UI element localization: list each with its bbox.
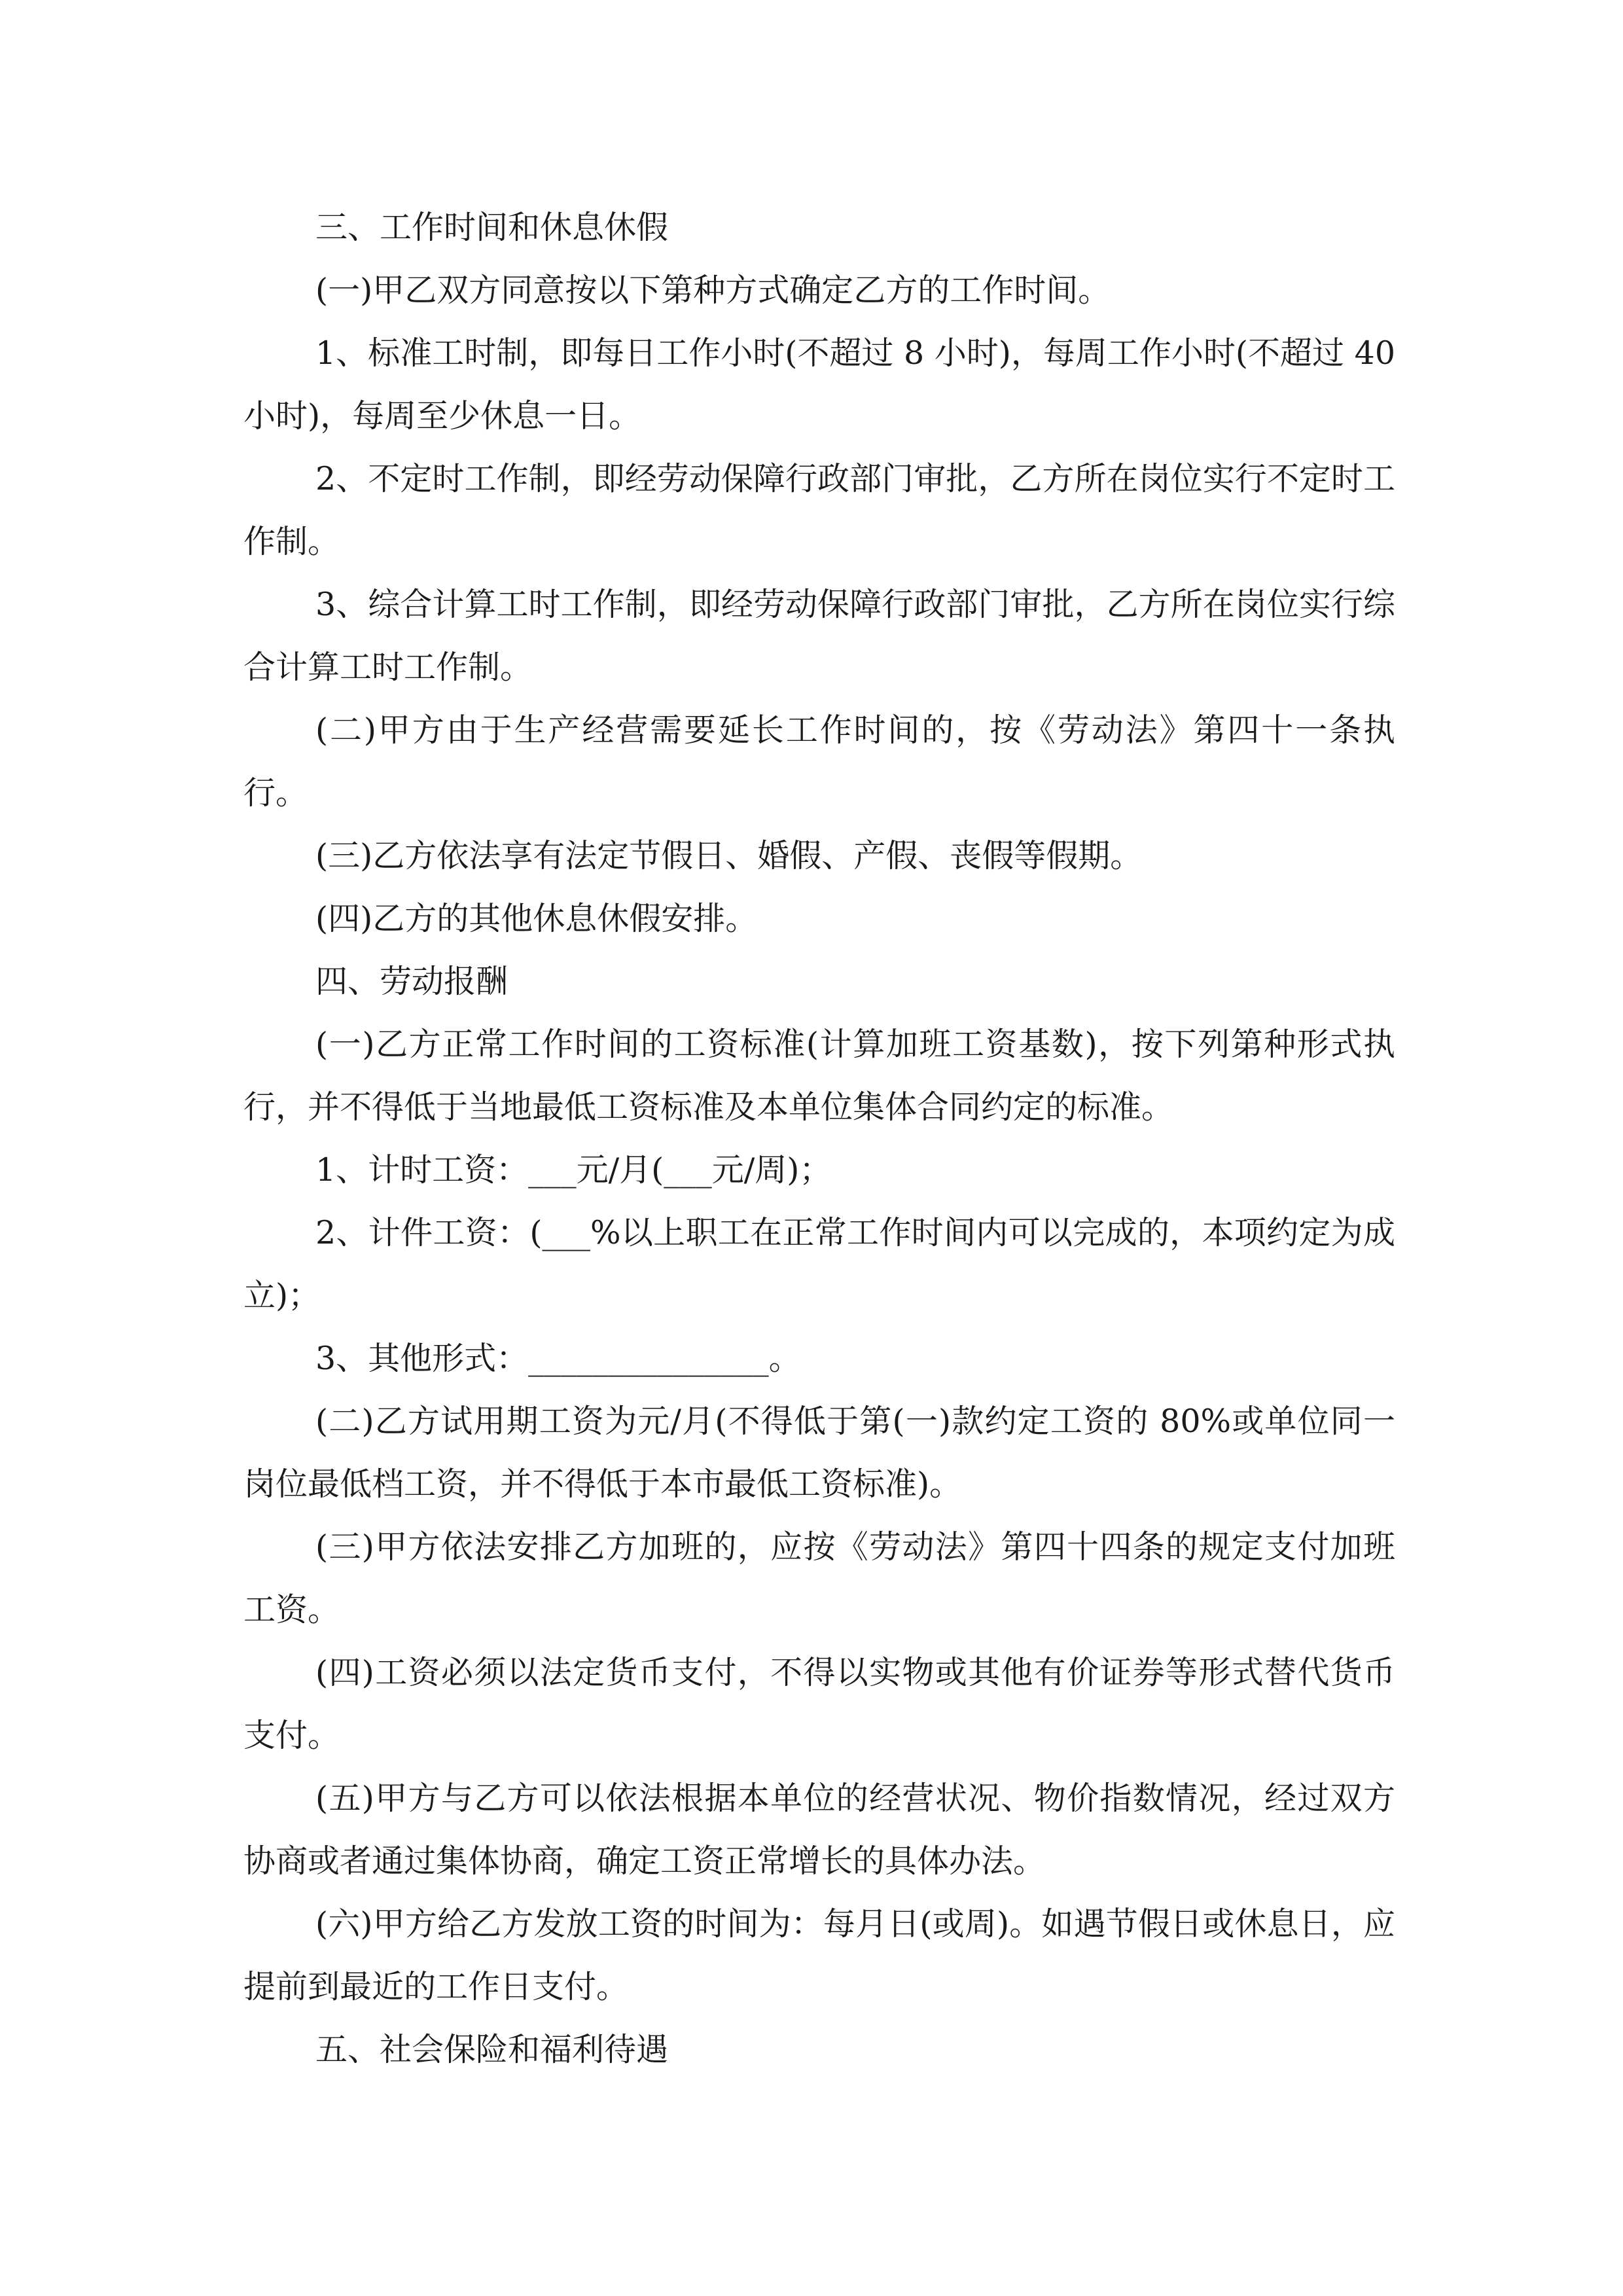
paragraph: 2、计件工资：(___%以上职工在正常工作时间内可以完成的，本项约定为成立)； [243,1214,1395,1314]
paragraph: (五)甲方与乙方可以依法根据本单位的经营状况、物价指数情况，经过双方协商或者通过集体协商，确定工资正常增长的具体办法。 [243,1780,1395,1880]
paragraph: 2、不定时工作制，即经劳动保障行政部门审批，乙方所在岗位实行不定时工作制。 [243,460,1395,560]
paragraph: 1、计时工资：___元/月(___元/周)； [315,1151,832,1189]
section-heading-social-insurance: 五、社会保险和福利待遇 [315,2031,669,2068]
paragraph: (二)甲方由于生产经营需要延长工作时间的，按《劳动法》第四十一条执行。 [243,711,1395,812]
section-heading-work-hours: 三、工作时间和休息休假 [315,209,669,246]
paragraph: (二)乙方试用期工资为元/月(不得低于第(一)款约定工资的 80%或单位同一岗位最低档工资，并不得低于本市最低工资标准)。 [243,1403,1395,1503]
paragraph: (四)乙方的其他休息休假安排。 [315,900,758,937]
paragraph: (三)甲方依法安排乙方加班的，应按《劳动法》第四十四条的规定支付加班工资。 [243,1528,1395,1628]
section-heading-remuneration: 四、劳动报酬 [315,963,508,1000]
paragraph: (一)乙方正常工作时间的工资标准(计算加班工资基数)，按下列第种形式执行，并不得低于当地最低工资标准及本单位集体合同约定的标准。 [243,1026,1395,1126]
paragraph: 3、综合计算工时工作制，即经劳动保障行政部门审批，乙方所在岗位实行综合计算工时工作制。 [243,586,1395,686]
paragraph: (四)工资必须以法定货币支付，不得以实物或其他有价证券等形式替代货币支付。 [243,1654,1395,1754]
paragraph: (三)乙方依法享有法定节假日、婚假、产假、丧假等假期。 [315,837,1143,874]
paragraph: 3、其他形式：_______________。 [315,1340,801,1377]
paragraph: (六)甲方给乙方发放工资的时间为：每月日(或周)。如遇节假日或休息日，应提前到最近的工作日支付。 [243,1905,1395,2005]
paragraph: 1、标准工时制，即每日工作小时(不超过 8 小时)，每周工作小时(不超过 40 小时)，每周至少休息一日。 [243,334,1395,435]
paragraph: (一)甲乙双方同意按以下第种方式确定乙方的工作时间。 [315,272,1111,309]
document-body [243,196,1395,2081]
